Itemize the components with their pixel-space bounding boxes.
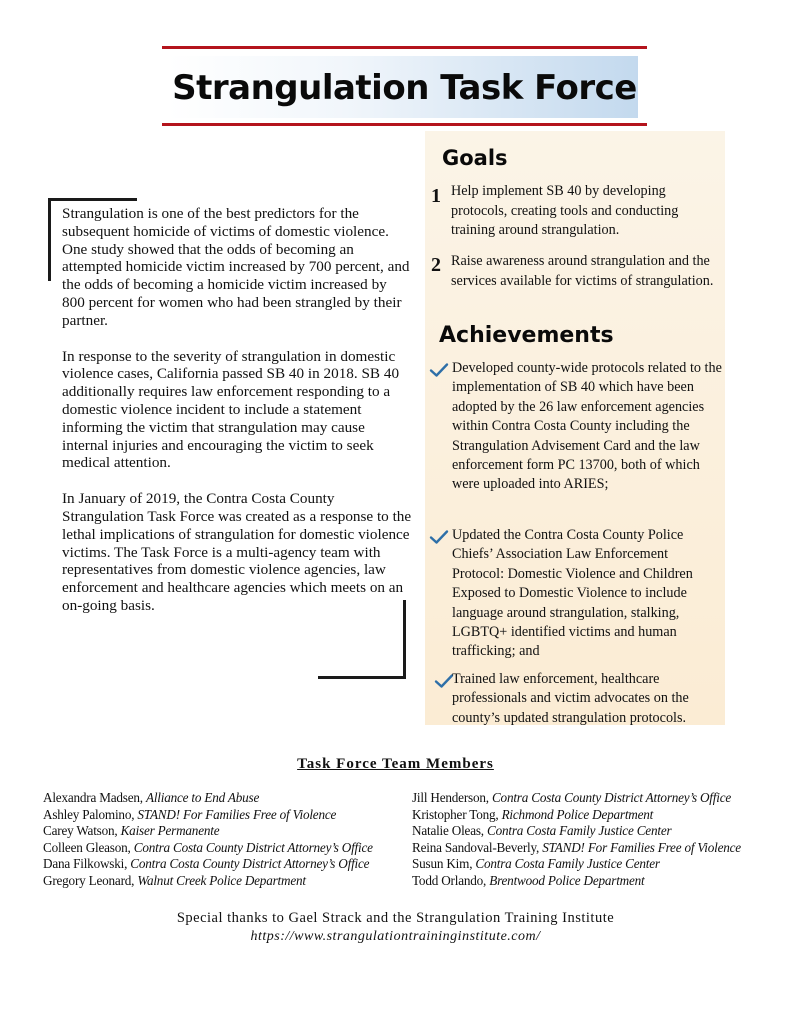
team-member <box>412 840 741 857</box>
goals-heading: Goals <box>442 146 508 170</box>
team-member <box>412 790 741 807</box>
member-name: Ashley Palomino, <box>43 806 138 822</box>
member-name: Carey Watson, <box>43 823 121 839</box>
member-name: Colleen Gleason, <box>43 839 134 855</box>
team-member <box>43 790 373 807</box>
team-member <box>412 807 741 824</box>
member-org: Contra Costa Family Justice Center <box>487 823 672 839</box>
team-member <box>412 823 741 840</box>
team-member <box>412 856 741 873</box>
achievements-heading: Achievements <box>439 323 614 348</box>
goal-number-2: 2 <box>431 254 441 276</box>
narrative-paragraph-2: In response to the severity of strangulation in domestic violence cases, California passed SB 40 in 2018. SB 40 additionally requires law enforcement responding to a domestic violence incident to include a statement informing the victim that strangulation may cause internal injuries and encouraging the victim to seek medical attention. <box>62 347 400 472</box>
member-org: Brentwood Police Department <box>489 872 645 888</box>
goal-text-2: Raise awareness around strangulation and the services available for victims of strangulation. <box>451 253 714 289</box>
narrative-column <box>62 205 412 633</box>
narrative-paragraph-1: Strangulation is one of the best predictors for the subsequent homicide of victims of domestic violence. One study showed that the odds of becoming an attempted homicide victim increased by 700 percent, and the odds of becoming a homicide victim increased by 800 percent for women who had been strangled by their partner. <box>62 205 410 329</box>
bottom-right-bracket <box>318 600 406 679</box>
team-members-left <box>43 790 373 890</box>
team-member <box>43 873 373 890</box>
member-name: Alexandra Madsen, <box>43 790 146 805</box>
institute-url[interactable]: https://www.strangulationtraininginstitute.com/ <box>250 929 541 944</box>
member-name: Gregory Leonard, <box>43 872 138 888</box>
goal-number-1: 1 <box>431 185 441 207</box>
member-name: Natalie Oleas, <box>412 823 487 839</box>
achievement-text-1: Developed county-wide protocols related to the implementation of SB 40 which have been adopted by the 26 law enforcement agencies within Contra Costa County including the Strangulation Advisement Card and the law enforcement form PC 13700, both of which were uploaded into ARIES; <box>452 360 722 493</box>
member-org: Richmond Police Department <box>501 806 654 822</box>
member-org: Contra Costa County District Attorney’s Office <box>130 856 370 872</box>
team-member <box>43 807 373 824</box>
team-heading: Task Force Team Members <box>297 756 494 772</box>
page-title: Strangulation Task Force <box>172 68 637 108</box>
team-members-right <box>412 790 741 890</box>
team-member <box>43 856 373 873</box>
member-name: Dana Filkowski, <box>43 856 131 872</box>
member-org: STAND! For Families Free of Violence <box>137 806 337 822</box>
member-name: Kristopher Tong, <box>412 806 502 822</box>
member-org: Walnut Creek Police Department <box>137 872 306 888</box>
member-org: Contra Costa County District Attorney’s Office <box>133 839 373 855</box>
checkmark-icon <box>429 362 449 378</box>
member-name: Todd Orlando, <box>412 872 490 888</box>
member-org: Alliance to End Abuse <box>145 790 260 805</box>
member-org: Kaiser Permanente <box>120 823 220 839</box>
member-name: Jill Henderson, <box>412 790 492 805</box>
achievement-text-2: Updated the Contra Costa County Police Chiefs’ Association Law Enforcement Protocol: Domestic Violence and Children Exposed to Domestic Violence to include language around strangulation, stalking, LGBTQ+ identified victims and human trafficking; and <box>452 527 693 660</box>
team-member <box>43 823 373 840</box>
narrative-paragraph-3: In January of 2019, the Contra Costa County Strangulation Task Force was created as a response to the lethal implications of strangulation for domestic violence victims. The Task Force is a multi-agency team with representatives from domestic violence agencies, law enforcement and healthcare agencies which meets on an on-going basis. <box>62 490 412 614</box>
member-name: Reina Sandoval-Beverly, <box>412 839 543 855</box>
goal-text-1: Help implement SB 40 by developing protocols, creating tools and conducting training around strangulation. <box>451 183 679 238</box>
checkmark-icon <box>429 529 449 545</box>
team-member <box>43 840 373 857</box>
checkmark-icon <box>434 673 454 689</box>
title-bottom-rule <box>162 123 647 126</box>
title-top-rule <box>162 46 647 49</box>
member-org: STAND! For Families Free of Violence <box>542 839 741 855</box>
member-org: Contra Costa Family Justice Center <box>475 856 660 872</box>
achievement-text-3: Trained law enforcement, healthcare professionals and victim advocates on the county’s updated strangulation protocols. <box>452 671 689 726</box>
team-member <box>412 873 741 890</box>
member-name: Susun Kim, <box>412 856 476 872</box>
member-org: Contra Costa County District Attorney’s Office <box>491 790 731 805</box>
special-thanks: Special thanks to Gael Strack and the Strangulation Training Institute <box>176 910 615 926</box>
